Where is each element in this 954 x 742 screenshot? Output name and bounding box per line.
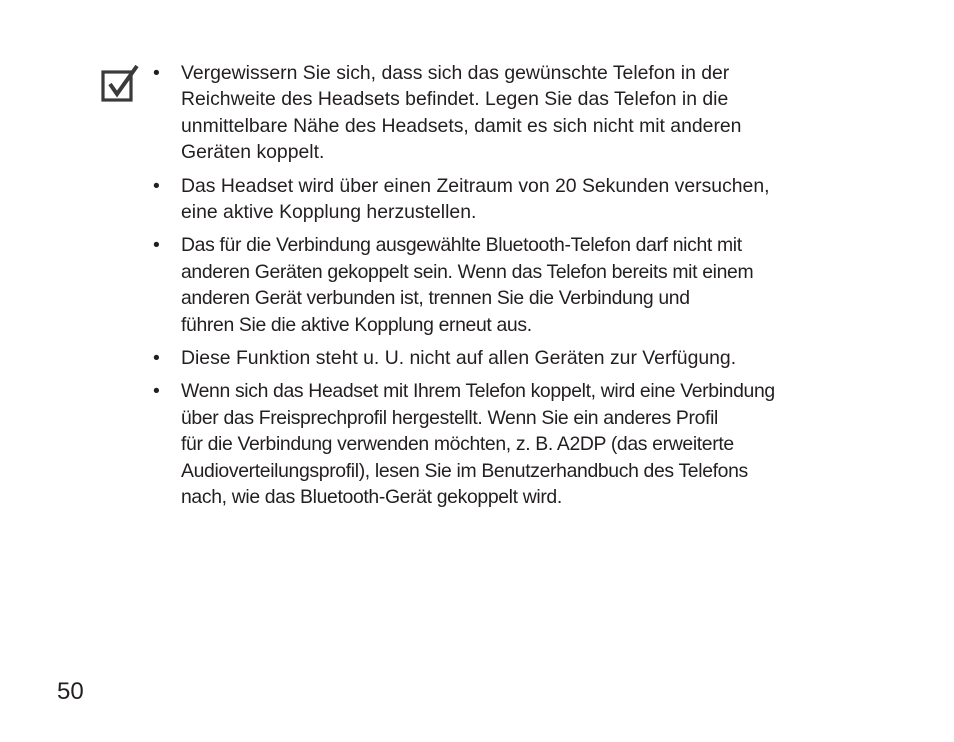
bullet-text: Wenn sich das Headset mit Ihrem Telefon koppelt, wird eine Verbindung über das Freisprechprofil hergestellt. Wenn Sie ein anderes Profil für die Verbindung verwenden möchten, z. B. A2DP (das erweiterte Audioverteilungsprofil), lesen Sie im Benutzerhandbuch des Telefons nach, wie das Bluetooth-Gerät gekoppelt wird. — [181, 380, 775, 509]
checkbox-checked-icon — [101, 64, 141, 104]
bullet-dot: • — [153, 234, 160, 257]
list-item — [153, 173, 868, 226]
bullet-text: Diese Funktion steht u. U. nicht auf allen Geräten zur Verfügung. — [181, 347, 737, 370]
list-item — [153, 378, 868, 510]
page-number: 50 — [57, 678, 84, 705]
bullet-dot: • — [153, 174, 160, 197]
bullet-dot: • — [153, 347, 160, 370]
bullet-dot: • — [153, 380, 160, 403]
list-item — [153, 60, 868, 166]
list-item — [153, 232, 868, 338]
list-item — [153, 345, 868, 371]
bullet-text: Das für die Verbindung ausgewählte Bluetooth-Telefon darf nicht mit anderen Geräten gekoppelt sein. Wenn das Telefon bereits mit einem anderen Gerät verbunden ist, trennen Sie die Verbindung und führen Sie die aktive Kopplung erneut aus. — [181, 234, 754, 336]
bullet-text: Das Headset wird über einen Zeitraum von 20 Sekunden versuchen, eine aktive Kopplung herzustellen. — [181, 174, 770, 224]
bullet-dot: • — [153, 62, 160, 84]
note-bullet-list — [153, 60, 868, 518]
bullet-text: Vergewissern Sie sich, dass sich das gewünschte Telefon in der Reichweite des Headsets befindet. Legen Sie das Telefon in die unmittelbare Nähe des Headsets, damit es sich nicht mit anderen Geräten koppelt. — [181, 62, 742, 164]
